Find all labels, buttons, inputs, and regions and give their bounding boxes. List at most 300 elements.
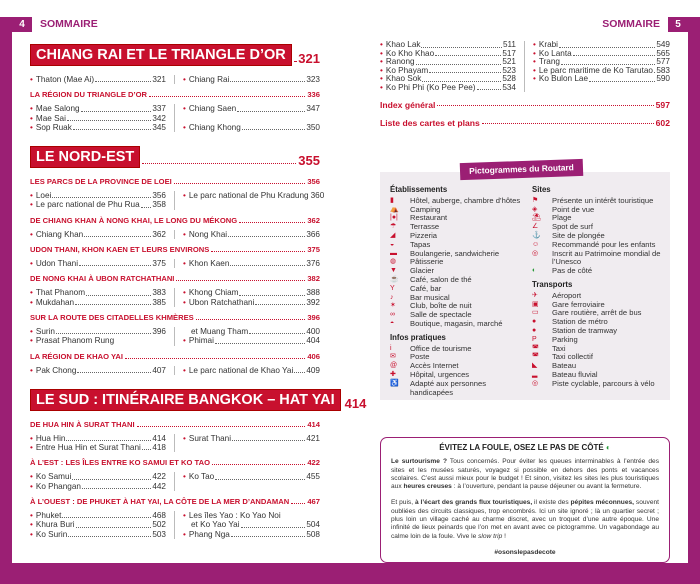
entry-title: Khong Chiam xyxy=(188,288,239,298)
dot-leader xyxy=(255,304,305,305)
section-page: 414 xyxy=(344,395,367,411)
subsection-heading[interactable] xyxy=(30,352,320,361)
left-column xyxy=(30,472,175,491)
legend-label: Spot de surf xyxy=(552,222,593,232)
entry-page: 468 xyxy=(152,511,166,521)
subsection-page: 467 xyxy=(307,497,320,507)
bullet-icon: • xyxy=(183,365,186,375)
pizza-icon: ◢ xyxy=(390,231,396,239)
toc-entry[interactable] xyxy=(183,520,320,529)
right-column xyxy=(175,191,325,210)
legend-label: Salle de spectacle xyxy=(410,310,472,320)
bread-icon: ▬ xyxy=(390,249,397,257)
right-column xyxy=(525,41,670,92)
entry-page: 503 xyxy=(152,529,166,539)
right-column xyxy=(175,75,320,84)
bullet-icon: • xyxy=(380,82,383,92)
legend-item xyxy=(390,380,530,398)
dot-leader xyxy=(291,503,305,504)
legend-item xyxy=(390,320,530,329)
subsection-title: LES PARCS DE LA PROVINCE DE LOEI xyxy=(30,177,172,187)
dot-leader xyxy=(232,440,305,441)
toc-entry[interactable] xyxy=(183,230,320,239)
entry-page: 362 xyxy=(152,229,166,239)
dot-leader xyxy=(56,333,151,334)
parking-icon: P xyxy=(532,335,537,343)
left-column xyxy=(380,41,525,92)
dot-leader xyxy=(237,111,305,112)
dot-leader xyxy=(142,163,296,164)
toc-entry[interactable] xyxy=(30,298,166,307)
left-column xyxy=(30,511,175,539)
toc-entry[interactable] xyxy=(30,288,166,297)
dot-leader xyxy=(79,265,151,266)
entry-columns xyxy=(380,41,670,92)
right-column xyxy=(175,434,320,453)
toc-entry[interactable] xyxy=(30,259,166,268)
section-title: CHIANG RAI ET LE TRIANGLE D’OR xyxy=(30,44,292,66)
bullet-icon: • xyxy=(183,336,186,346)
legend-label: Gare routière, arrêt de bus xyxy=(552,308,642,318)
dot-leader xyxy=(67,120,151,121)
entry-title: Ko Phayam xyxy=(385,65,429,75)
entry-page: 409 xyxy=(306,365,320,375)
entry-title: Ubon Ratchathani xyxy=(188,297,255,307)
legend-label: Office de tourisme xyxy=(410,343,472,353)
entry-page: 360 xyxy=(310,191,325,201)
bullet-icon: • xyxy=(183,433,186,443)
dot-leader xyxy=(215,343,305,344)
tip-bold: heures creuses xyxy=(403,483,452,491)
entry-title: Ko Lanta xyxy=(538,48,572,58)
flag-icon: ⚑ xyxy=(532,196,539,204)
mail-icon: ✉ xyxy=(390,353,396,361)
entry-page: 442 xyxy=(152,481,166,491)
tip-title-text: ÉVITEZ LA FOULE, OSEZ LE PAS DE CÔTÉ xyxy=(439,443,604,452)
entry-page: 366 xyxy=(306,229,320,239)
mask-icon: ∞ xyxy=(390,311,395,319)
toc-group xyxy=(30,75,320,84)
viewpoint-icon: ◈ xyxy=(532,205,538,213)
tip-text: Tous concernés. Pour éviter les queues interminables à l’entrée des sites et les musées saturés, voyagez si possible en dehors des ponts et vacances scolaires. C’est aussi mieux pour le budget ! Et sinon, visitez les sites les plus touristiques aux xyxy=(391,458,660,491)
subsection-heading[interactable] xyxy=(30,274,320,283)
entry-columns xyxy=(30,191,325,210)
toc-entry[interactable] xyxy=(183,123,320,132)
toc-entry[interactable] xyxy=(183,530,320,539)
bullet-icon: • xyxy=(533,65,536,75)
legend-label: Station de métro xyxy=(552,317,608,327)
bullet-icon: • xyxy=(30,288,33,298)
dot-leader xyxy=(231,536,305,537)
dot-leader xyxy=(559,47,655,48)
bullet-icon: • xyxy=(30,113,33,123)
entry-title: Khon Kaen xyxy=(188,259,230,269)
children-icon: ☺ xyxy=(532,240,540,248)
toc-group xyxy=(30,313,320,346)
dot-leader xyxy=(142,449,151,450)
entry-page: 534 xyxy=(502,82,516,92)
entry-title: Phang Nga xyxy=(188,529,230,539)
dot-leader xyxy=(84,236,151,237)
tip-text: Et puis, xyxy=(391,499,415,507)
tip-paragraph-2 xyxy=(391,499,659,540)
at-icon: @ xyxy=(390,362,398,370)
tip-italic: slow trip xyxy=(478,532,503,540)
dot-leader xyxy=(482,123,654,124)
subsection-title: DE CHIANG KHAN À NONG KHAI, LE LONG DU MÉKONG xyxy=(30,215,238,225)
toc-entry[interactable] xyxy=(30,230,166,239)
dot-leader xyxy=(228,236,305,237)
bullet-icon: • xyxy=(183,259,186,269)
bullet-icon: • xyxy=(30,75,33,84)
toc-entry[interactable] xyxy=(30,443,166,452)
toc-entry[interactable] xyxy=(183,104,320,113)
toc-group xyxy=(30,497,320,539)
section-page: 321 xyxy=(298,51,320,66)
bottom-border xyxy=(0,563,700,584)
subsection-page: 406 xyxy=(307,351,320,361)
dot-leader xyxy=(294,372,305,373)
toc-entry[interactable] xyxy=(30,114,166,123)
dot-leader xyxy=(212,464,305,465)
bullet-icon: • xyxy=(30,443,33,453)
toc-entry[interactable] xyxy=(183,288,320,297)
entry-page: 521 xyxy=(502,57,516,66)
dot-leader xyxy=(141,207,152,208)
link-page: 602 xyxy=(655,118,670,128)
tip-text: : à l’ouverture, pendant la pause déjeuner ou avant la fermeture. xyxy=(451,483,642,491)
toc-group xyxy=(380,41,670,92)
left-column xyxy=(30,104,175,132)
dot-leader xyxy=(249,333,305,334)
tip-box xyxy=(380,437,670,563)
dot-leader xyxy=(211,251,305,252)
legend-item xyxy=(532,267,667,276)
dot-leader xyxy=(149,96,305,97)
dot-leader xyxy=(68,536,151,537)
entry-title: Le parc national de Phu Kradung xyxy=(188,191,309,201)
subsection-title: À L’EST : LES ÎLES ENTRE KO SAMUI ET KO TAO xyxy=(30,458,211,468)
toc-entry[interactable] xyxy=(30,482,166,491)
toc-entry[interactable] xyxy=(183,336,320,345)
bullet-icon: • xyxy=(30,520,33,530)
entry-title: Chiang Rai xyxy=(188,75,230,84)
entry-title: Trang xyxy=(538,57,560,66)
subsection-title: LA RÉGION DE KHAO YAI xyxy=(30,351,123,361)
entry-title: Hua Hin xyxy=(35,433,66,443)
entry-title: That Phanom xyxy=(35,288,86,298)
taxi-icon: ◚ xyxy=(532,344,539,352)
dot-leader xyxy=(137,426,306,427)
entry-title: Le parc maritime de Ko Tarutao xyxy=(538,65,653,75)
bullet-icon: • xyxy=(30,433,33,443)
entry-title: Ko Phangan xyxy=(35,481,81,491)
entry-page: 323 xyxy=(306,75,320,84)
dot-leader xyxy=(66,440,151,441)
toc-entry[interactable] xyxy=(30,530,166,539)
dot-leader xyxy=(174,183,306,184)
toc-entry[interactable] xyxy=(30,520,166,529)
entry-title: Le parc national de Khao Yai xyxy=(188,365,294,375)
bullet-icon: • xyxy=(30,365,33,375)
entry-page: 508 xyxy=(306,529,320,539)
bullet-icon: • xyxy=(380,40,383,49)
section-page: 355 xyxy=(298,153,320,169)
hospital-icon: ✚ xyxy=(390,370,396,378)
dot-leader xyxy=(573,55,656,56)
subsection-heading[interactable] xyxy=(30,216,320,225)
dot-leader xyxy=(239,295,305,296)
plane-icon: ✈ xyxy=(532,291,538,299)
subsection-heading[interactable] xyxy=(30,458,320,467)
subsection-heading[interactable] xyxy=(30,313,320,322)
entry-page: 376 xyxy=(306,259,320,269)
toc-entry[interactable] xyxy=(183,327,320,336)
legend-label: Pas de côté xyxy=(552,266,593,276)
pictogram-legend xyxy=(380,172,670,400)
dance-icon: ✶ xyxy=(390,302,396,310)
toc-entry[interactable] xyxy=(30,75,166,84)
toc-entry[interactable] xyxy=(30,104,166,113)
bullet-icon: • xyxy=(30,259,33,269)
entry-title: Ko Phi Phi (Ko Pee Pee) xyxy=(385,82,476,92)
entry-title: Chiang Khong xyxy=(188,122,241,132)
pas-de-cote-icon: ◐ xyxy=(532,267,537,275)
legend-label: Bar musical xyxy=(410,292,450,302)
dot-leader xyxy=(215,479,305,480)
pictogram-legend-title: Pictogrammes du Routard xyxy=(460,159,584,180)
right-column xyxy=(175,472,320,491)
subsection-heading[interactable] xyxy=(30,245,320,254)
entry-title: Khao Sok xyxy=(385,74,422,83)
left-column xyxy=(30,230,175,239)
left-column xyxy=(30,75,175,84)
left-page-number: 4 xyxy=(12,17,32,32)
section-heading[interactable] xyxy=(30,44,320,66)
toc-entry[interactable] xyxy=(30,366,166,375)
right-toc xyxy=(380,41,670,128)
spacer xyxy=(183,114,320,123)
entry-title: Le parc national de Phu Rua xyxy=(35,200,140,210)
entry-title: Pak Chong xyxy=(35,365,77,375)
entry-columns xyxy=(30,366,320,375)
restaurant-icon: |●| xyxy=(390,214,398,222)
legend-heading: Transports xyxy=(532,279,573,289)
toc-entry[interactable] xyxy=(30,511,166,520)
legend-label: Station de tramway xyxy=(552,325,617,335)
entry-page: 418 xyxy=(152,443,166,453)
toc-entry[interactable] xyxy=(183,472,320,481)
tip-bold: Le surtourisme ? xyxy=(391,458,447,466)
bullet-icon: • xyxy=(30,511,33,521)
dot-leader xyxy=(62,517,151,518)
entry-title: Krabi xyxy=(538,40,558,49)
subsection-heading[interactable] xyxy=(30,177,320,186)
metro-icon: ● xyxy=(532,318,537,326)
entry-page: 577 xyxy=(656,57,670,66)
toc-entry[interactable] xyxy=(30,191,166,200)
left-toc xyxy=(30,44,367,542)
legend-label: Plage xyxy=(552,213,572,223)
entry-page: 414 xyxy=(152,433,166,443)
subsection-heading[interactable] xyxy=(30,420,320,429)
entry-columns xyxy=(30,104,320,132)
right-column xyxy=(175,366,320,375)
legend-label: Pizzeria xyxy=(410,230,438,240)
surf-icon: ∠ xyxy=(532,223,539,231)
entry-columns xyxy=(30,75,320,84)
right-column xyxy=(175,511,320,539)
section-heading[interactable] xyxy=(30,146,320,168)
toc-entry[interactable] xyxy=(30,434,166,443)
entry-page: 511 xyxy=(502,40,516,49)
toc-entry[interactable] xyxy=(30,200,166,209)
right-column xyxy=(175,288,320,307)
toc-entry[interactable] xyxy=(183,75,320,84)
toc-entry[interactable] xyxy=(30,336,166,345)
legend-label: Accès Internet xyxy=(410,361,459,371)
music-icon: ♪ xyxy=(390,293,394,301)
entry-title: Entre Hua Hin et Surat Thani xyxy=(35,443,141,453)
legend-heading: Établissements xyxy=(390,185,448,194)
bullet-icon: • xyxy=(533,74,536,83)
subsection-heading[interactable] xyxy=(30,90,320,99)
toc-entry[interactable] xyxy=(30,327,166,336)
subsection-heading[interactable] xyxy=(30,497,320,506)
right-page-border xyxy=(688,17,700,584)
subsection-title: DE HUA HIN À SURAT THANI xyxy=(30,419,135,429)
toc-entry[interactable] xyxy=(30,472,166,481)
dot-leader xyxy=(429,72,501,73)
legend-label: Club, boîte de nuit xyxy=(410,301,472,311)
legend-label: Poste xyxy=(410,352,430,362)
bullet-icon: • xyxy=(183,297,186,307)
legend-label: Parking xyxy=(552,334,578,344)
left-column xyxy=(30,434,175,453)
entry-page: 388 xyxy=(306,288,320,298)
legend-label: Terrasse xyxy=(410,222,440,232)
basket-icon: ◓ xyxy=(390,319,395,327)
legend-label: Restaurant xyxy=(410,213,448,223)
toc-entry[interactable] xyxy=(183,298,320,307)
bullet-icon: • xyxy=(30,104,33,114)
entry-page: 385 xyxy=(152,297,166,307)
toc-entry[interactable] xyxy=(380,84,516,93)
entry-title: Ko Surin xyxy=(35,529,68,539)
link-page: 597 xyxy=(655,100,670,110)
legend-column-2 xyxy=(532,184,667,389)
entry-title: Thaton (Mae Ai) xyxy=(35,75,95,84)
river-boat-icon: ▂ xyxy=(532,370,538,378)
legend-column-1 xyxy=(390,184,530,397)
diving-icon: ⚓ xyxy=(532,231,541,239)
tip-paragraph-1 xyxy=(391,458,659,491)
toc-group xyxy=(30,177,325,210)
toc-entry[interactable] xyxy=(183,511,320,520)
entry-title: Sop Ruak xyxy=(35,122,72,132)
entry-title: Surat Thani xyxy=(188,433,232,443)
entry-title: Ko Tao xyxy=(188,472,215,482)
right-running-head: SOMMAIRE xyxy=(602,18,660,30)
entry-page: 404 xyxy=(306,336,320,346)
bullet-icon: • xyxy=(183,75,186,84)
entry-title: Ranong xyxy=(385,57,415,66)
dot-leader xyxy=(437,105,653,106)
glass-icon: Y xyxy=(390,284,395,292)
toc-group xyxy=(30,420,320,453)
toc-entry[interactable] xyxy=(183,434,320,443)
bullet-icon: • xyxy=(183,104,186,114)
entry-page: 383 xyxy=(152,288,166,298)
entry-title: Phuket xyxy=(35,511,62,521)
toc-entry[interactable] xyxy=(183,366,320,375)
toc-entry[interactable] xyxy=(533,75,670,84)
subsection-title: LA RÉGION DU TRIANGLE D’OR xyxy=(30,90,147,100)
subsection-page: 422 xyxy=(307,458,320,468)
teacup-icon: ☕ xyxy=(390,275,399,283)
unesco-icon: ◎ xyxy=(532,249,539,257)
dot-leader xyxy=(75,304,151,305)
entry-page: 523 xyxy=(502,65,516,75)
legend-label: Taxi collectif xyxy=(552,352,593,362)
bullet-icon: • xyxy=(183,529,186,539)
legend-label: Boutique, magasin, marché xyxy=(410,318,503,328)
entry-title: Ko Bulon Lae xyxy=(538,74,589,83)
shared-taxi-icon: ◚ xyxy=(532,353,539,361)
hashtag: #osonslepasdecote xyxy=(494,548,556,556)
subsection-title: À L’OUEST : DE PHUKET À HAT YAI, LA CÔTE DE LA MER D’ANDAMAN xyxy=(30,497,290,507)
entry-title: Prasat Phanom Rung xyxy=(35,336,115,346)
toc-entry[interactable] xyxy=(30,123,166,132)
legend-label: Inscrit au Patrimoine mondial de l’Unesco xyxy=(552,248,661,267)
legend-label: Gare ferroviaire xyxy=(552,299,605,309)
entry-title: Phimai xyxy=(188,336,214,346)
subsection-title: DE NONG KHAI À UBON RATCHATHANI xyxy=(30,274,175,284)
legend-label: Site de plongée xyxy=(552,230,605,240)
toc-link-maps-list[interactable] xyxy=(380,118,670,128)
bullet-icon: • xyxy=(30,336,33,346)
dot-leader xyxy=(241,527,306,528)
link-title: Liste des cartes et plans xyxy=(380,118,480,128)
dot-leader xyxy=(654,72,655,73)
toc-group xyxy=(30,458,320,491)
legend-label: Point de vue xyxy=(552,204,595,214)
bullet-icon: • xyxy=(30,122,33,132)
entry-title: et Ko Yao Yai xyxy=(191,520,240,530)
dot-leader xyxy=(76,527,152,528)
entry-page: 337 xyxy=(152,104,166,114)
toc-link-index[interactable] xyxy=(380,100,670,110)
tip-text: il existe des xyxy=(532,499,571,507)
bullet-icon: • xyxy=(533,57,536,66)
tent-icon: ⛺ xyxy=(390,205,399,213)
entry-title: Ko Samui xyxy=(35,472,72,482)
legend-label: Bateau fluvial xyxy=(552,369,598,379)
section-heading[interactable] xyxy=(30,389,367,411)
tip-text: ! xyxy=(502,532,506,540)
entry-page: 517 xyxy=(502,48,516,58)
toc-group xyxy=(30,274,320,307)
entry-title: Mukdahan xyxy=(35,297,75,307)
dot-leader xyxy=(52,197,151,198)
toc-entry[interactable] xyxy=(183,191,325,201)
entry-page: 502 xyxy=(152,520,166,530)
toc-group xyxy=(30,245,320,268)
toc-entry[interactable] xyxy=(183,259,320,268)
entry-title: Khao Lak xyxy=(385,40,421,49)
dot-leader xyxy=(95,81,151,82)
entry-page: 549 xyxy=(656,40,670,49)
